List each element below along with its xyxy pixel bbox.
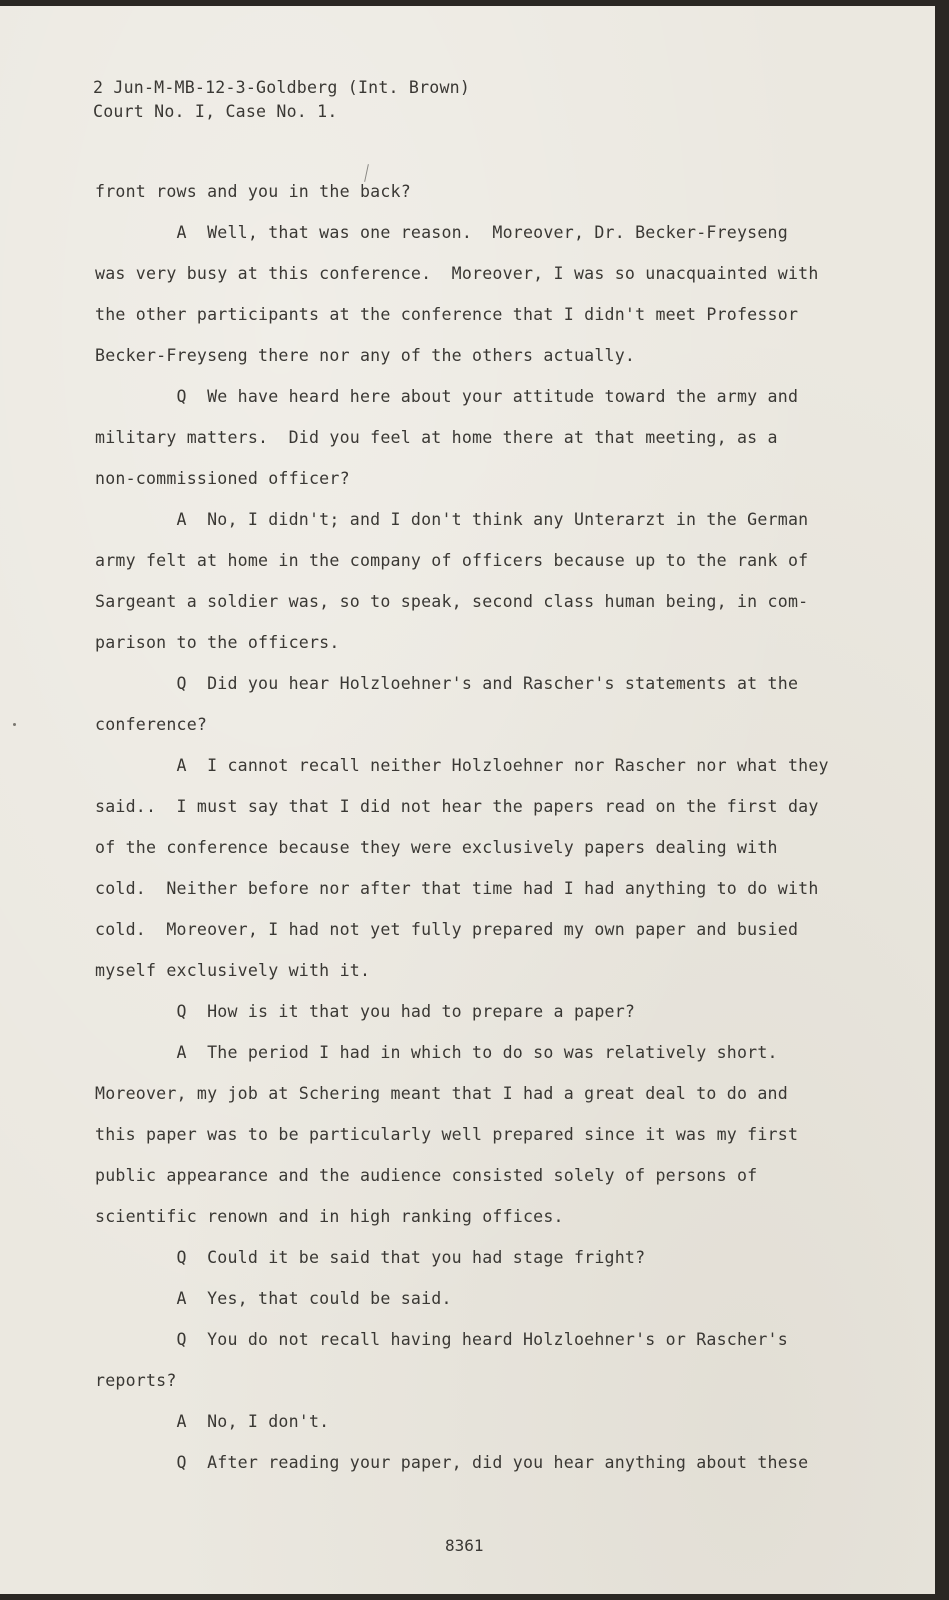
- text-line: Q Did you hear Holzloehner's and Rascher's statements at the: [95, 674, 799, 693]
- text-line: cold. Moreover, I had not yet fully prepared my own paper and busied: [95, 920, 799, 939]
- text-line: Q After reading your paper, did you hear anything about these: [95, 1453, 809, 1472]
- text-line: myself exclusively with it.: [95, 961, 371, 980]
- text-line: A Yes, that could be said.: [95, 1289, 452, 1308]
- text-line: reports?: [95, 1371, 177, 1390]
- text-line: Q Could it be said that you had stage fright?: [95, 1248, 646, 1267]
- text-line: scientific renown and in high ranking offices.: [95, 1207, 564, 1226]
- text-line: A No, I don't.: [95, 1412, 330, 1431]
- text-line: was very busy at this conference. Moreover, I was so unacquainted with: [95, 264, 819, 283]
- pencil-mark: [364, 164, 369, 182]
- text-line: A No, I didn't; and I don't think any Unterarzt in the German: [95, 510, 809, 529]
- text-line: military matters. Did you feel at home there at that meeting, as a: [95, 428, 778, 447]
- margin-speck: [13, 723, 16, 726]
- text-line: A The period I had in which to do so was relatively short.: [95, 1043, 778, 1062]
- text-line: the other participants at the conference that I didn't meet Professor: [95, 305, 799, 324]
- text-line: of the conference because they were exclusively papers dealing with: [95, 838, 778, 857]
- text-line: public appearance and the audience consisted solely of persons of: [95, 1166, 758, 1185]
- text-line: front rows and you in the back?: [95, 182, 411, 201]
- text-line: A I cannot recall neither Holzloehner nor Rascher nor what they: [95, 756, 829, 775]
- text-line: non-commissioned officer?: [95, 469, 350, 488]
- document-page: [0, 6, 935, 1594]
- text-line: Q How is it that you had to prepare a paper?: [95, 1002, 636, 1021]
- text-line: army felt at home in the company of officers because up to the rank of: [95, 551, 809, 570]
- text-line: cold. Neither before nor after that time had I had anything to do with: [95, 879, 819, 898]
- text-line: A Well, that was one reason. Moreover, Dr. Becker-Freyseng: [95, 223, 788, 242]
- text-line: Becker-Freyseng there nor any of the others actually.: [95, 346, 636, 365]
- header-line-2: Court No. I, Case No. 1.: [93, 102, 338, 121]
- text-line: Sargeant a soldier was, so to speak, second class human being, in com-: [95, 592, 809, 611]
- header-line-1: 2 Jun-M-MB-12-3-Goldberg (Int. Brown): [93, 78, 471, 97]
- text-line: parison to the officers.: [95, 633, 340, 652]
- text-line: conference?: [95, 715, 208, 734]
- text-line: said.. I must say that I did not hear the papers read on the first day: [95, 797, 819, 816]
- page-number: 8361: [445, 1536, 484, 1555]
- text-line: Q We have heard here about your attitude toward the army and: [95, 387, 799, 406]
- text-line: Q You do not recall having heard Holzloehner's or Rascher's: [95, 1330, 788, 1349]
- text-line: this paper was to be particularly well prepared since it was my first: [95, 1125, 799, 1144]
- text-line: Moreover, my job at Schering meant that I had a great deal to do and: [95, 1084, 788, 1103]
